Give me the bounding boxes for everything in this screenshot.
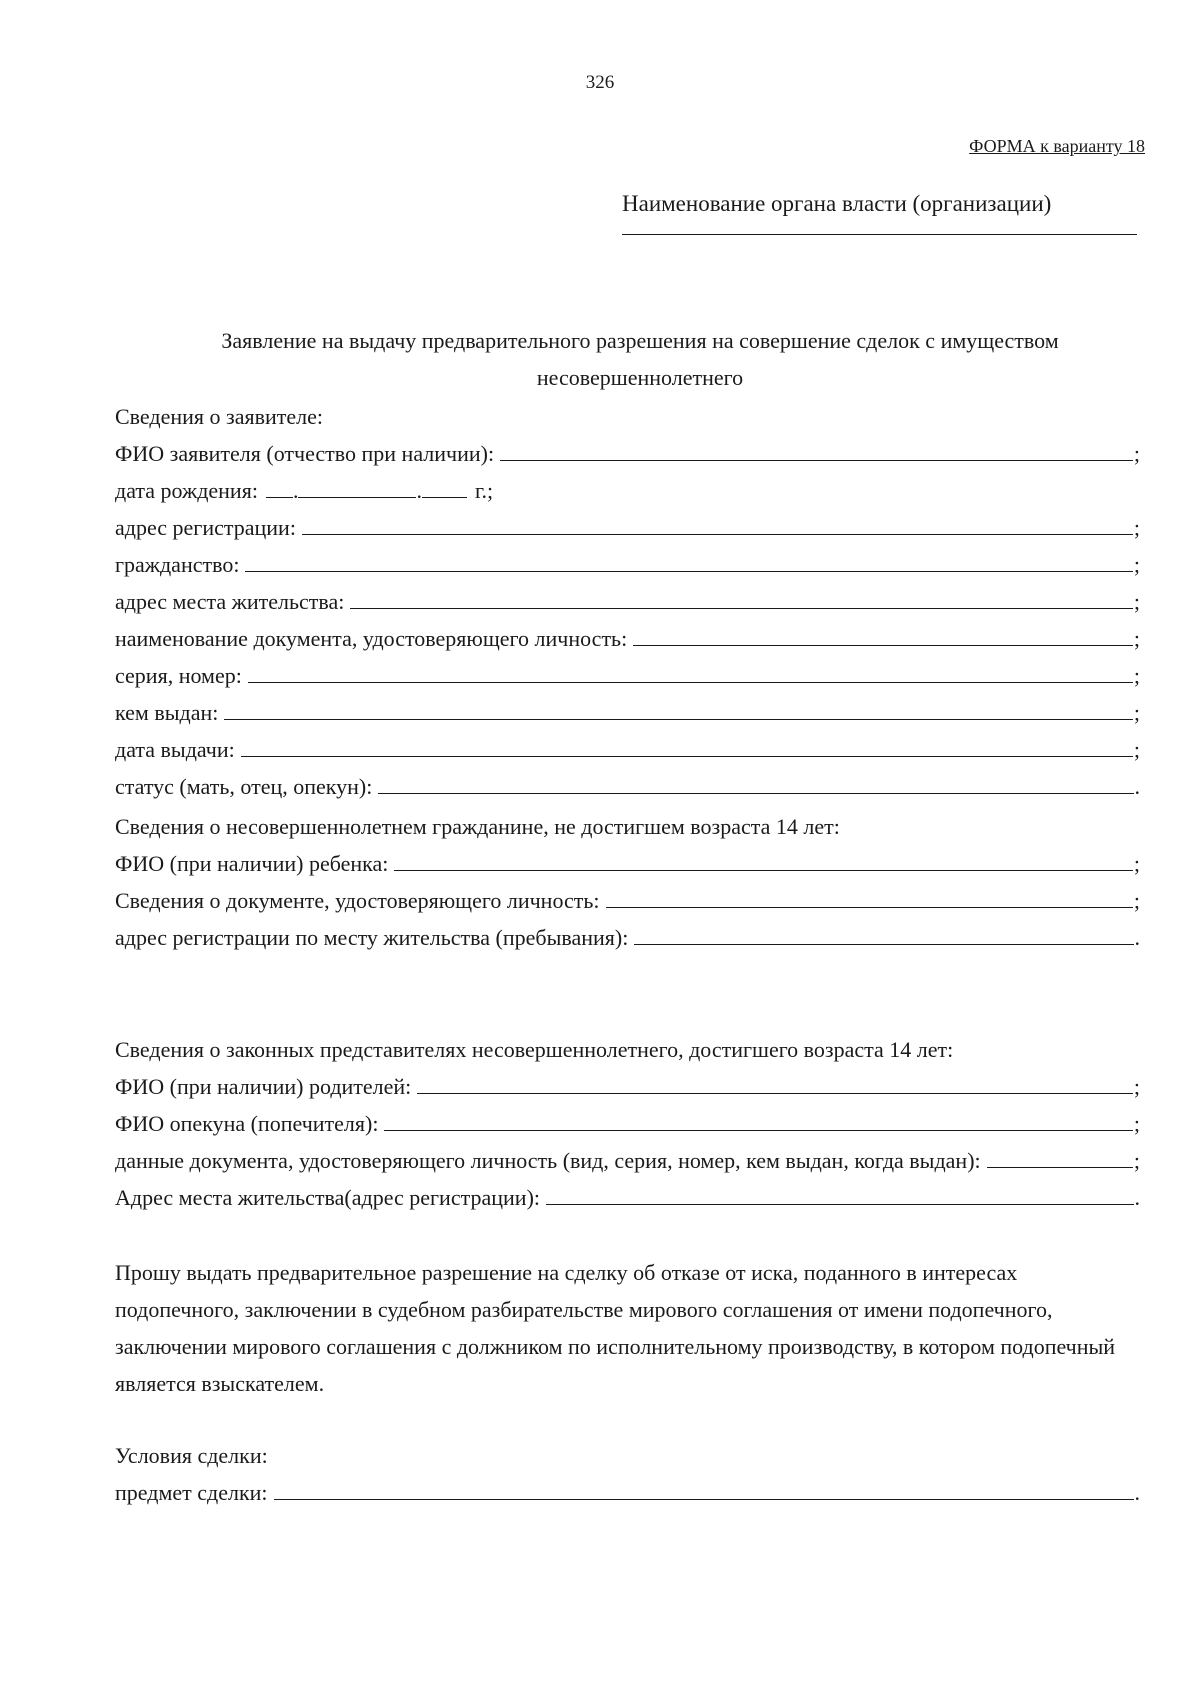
representatives-parents-field[interactable] — [417, 1092, 1133, 1094]
applicant-heading: Сведения о заявителе: — [115, 404, 324, 429]
applicant-reg-address-label: адрес регистрации: — [115, 515, 296, 540]
deal-section — [115, 1437, 1140, 1511]
deal-subject-label: предмет сделки: — [115, 1480, 268, 1505]
row-end-mark: . — [1134, 774, 1140, 799]
representatives-doc-label: данные документа, удостоверяющего личность (вид, серия, номер, кем выдан, когда выдан): — [115, 1148, 981, 1173]
applicant-birth-row — [115, 472, 1140, 509]
minor-doc-label: Сведения о документе, удостоверяющего личность: — [115, 888, 600, 913]
representatives-parents-label: ФИО (при наличии) родителей: — [115, 1074, 412, 1099]
date-separator: . — [416, 478, 422, 503]
birth-month-field[interactable] — [298, 496, 416, 498]
applicant-residence-label: адрес места жительства: — [115, 589, 345, 614]
minor-fio-label: ФИО (при наличии) ребенка: — [115, 851, 389, 876]
row-end-mark: ; — [1133, 1074, 1140, 1099]
document-title: Заявление на выдачу предварительного разрешения на совершение сделок с имуществом несовершеннолетнего — [221, 328, 1059, 390]
applicant-citizenship-field[interactable] — [245, 570, 1132, 572]
minor-address-label: адрес регистрации по месту жительства (пребывания): — [115, 925, 629, 950]
applicant-issue-date-row — [115, 731, 1140, 768]
row-end-mark: ; — [1133, 441, 1140, 466]
representatives-section — [115, 1031, 1140, 1216]
minor-address-field[interactable] — [634, 943, 1133, 945]
representatives-address-row — [115, 1179, 1140, 1216]
applicant-issue-date-field[interactable] — [241, 755, 1133, 757]
deal-subject-field[interactable] — [274, 1498, 1134, 1500]
applicant-reg-address-field[interactable] — [302, 533, 1133, 535]
organization-block — [622, 188, 1137, 235]
applicant-id-doc-field[interactable] — [633, 644, 1133, 646]
applicant-status-field[interactable] — [378, 792, 1133, 794]
minor-doc-field[interactable] — [606, 906, 1133, 908]
applicant-fio-row — [115, 435, 1140, 472]
organization-name-field[interactable] — [622, 228, 1137, 235]
representatives-parents-row — [115, 1068, 1140, 1105]
birth-year-suffix: г.; — [474, 478, 494, 503]
applicant-residence-field[interactable] — [350, 607, 1132, 609]
row-end-mark: . — [1134, 925, 1140, 950]
row-end-mark: ; — [1133, 851, 1140, 876]
organization-name-label: Наименование органа власти (организации) — [622, 191, 1052, 216]
row-end-mark: ; — [1133, 888, 1140, 913]
applicant-residence-row — [115, 583, 1140, 620]
applicant-status-label: статус (мать, отец, опекун): — [115, 774, 373, 799]
applicant-status-row — [115, 768, 1140, 805]
minor-fio-row — [115, 845, 1140, 882]
representatives-address-field[interactable] — [546, 1203, 1133, 1205]
row-end-mark: ; — [1133, 737, 1140, 762]
row-end-mark: ; — [1133, 663, 1140, 688]
applicant-issued-by-field[interactable] — [224, 718, 1133, 720]
row-end-mark: ; — [1133, 700, 1140, 725]
applicant-series-field[interactable] — [248, 681, 1133, 683]
applicant-citizenship-row — [115, 546, 1140, 583]
minor-heading: Сведения о несовершеннолетнем гражданине, не достигшем возраста 14 лет: — [115, 814, 840, 839]
birth-day-field[interactable] — [266, 496, 293, 498]
applicant-birth-label: дата рождения: — [115, 478, 258, 503]
minor-fio-field[interactable] — [394, 869, 1132, 871]
row-end-mark: . — [1134, 1185, 1140, 1210]
applicant-series-row — [115, 657, 1140, 694]
birth-year-field[interactable] — [422, 496, 467, 498]
representatives-doc-field[interactable] — [987, 1166, 1133, 1168]
applicant-issued-by-row — [115, 694, 1140, 731]
applicant-section — [115, 398, 1140, 805]
row-end-mark: ; — [1133, 1111, 1140, 1136]
applicant-issued-by-label: кем выдан: — [115, 700, 219, 725]
applicant-fio-field[interactable] — [500, 459, 1133, 461]
representatives-heading: Сведения о законных представителях несовершеннолетнего, достигшего возраста 14 лет: — [115, 1037, 954, 1062]
deal-heading: Условия сделки: — [115, 1443, 268, 1468]
date-separator: . — [292, 478, 299, 503]
representatives-doc-row — [115, 1142, 1140, 1179]
row-end-mark: ; — [1133, 515, 1140, 540]
representatives-guardian-row — [115, 1105, 1140, 1142]
row-end-mark: . — [1134, 1480, 1140, 1505]
deal-subject-row — [115, 1474, 1140, 1511]
minor-address-row — [115, 919, 1140, 956]
applicant-reg-address-row — [115, 509, 1140, 546]
minor-section — [115, 808, 1140, 956]
applicant-fio-label: ФИО заявителя (отчество при наличии): — [115, 441, 495, 466]
row-end-mark: ; — [1133, 1148, 1140, 1173]
applicant-citizenship-label: гражданство: — [115, 552, 240, 577]
representatives-guardian-field[interactable] — [384, 1129, 1132, 1131]
representatives-guardian-label: ФИО опекуна (попечителя): — [115, 1111, 379, 1136]
applicant-id-doc-label: наименование документа, удостоверяющего личность: — [115, 626, 628, 651]
form-variant-label: ФОРМА к варианту 18 — [969, 136, 1145, 156]
applicant-series-label: серия, номер: — [115, 663, 242, 688]
minor-doc-row — [115, 882, 1140, 919]
row-end-mark: ; — [1133, 626, 1140, 651]
row-end-mark: ; — [1133, 552, 1140, 577]
page-number: 326 — [585, 72, 615, 93]
request-paragraph: Прошу выдать предварительное разрешение на сделку об отказе от иска, поданного в интересах подопечного, заключении в судебном разбирательстве мирового соглашения от имени подопечного, заключении мирового соглашения с должником по исполнительному производству, в котором подопечный является взыскателем. — [115, 1260, 1116, 1396]
applicant-id-doc-row — [115, 620, 1140, 657]
row-end-mark: ; — [1133, 589, 1140, 614]
representatives-address-label: Адрес места жительства(адрес регистрации): — [115, 1185, 541, 1210]
applicant-issue-date-label: дата выдачи: — [115, 737, 235, 762]
